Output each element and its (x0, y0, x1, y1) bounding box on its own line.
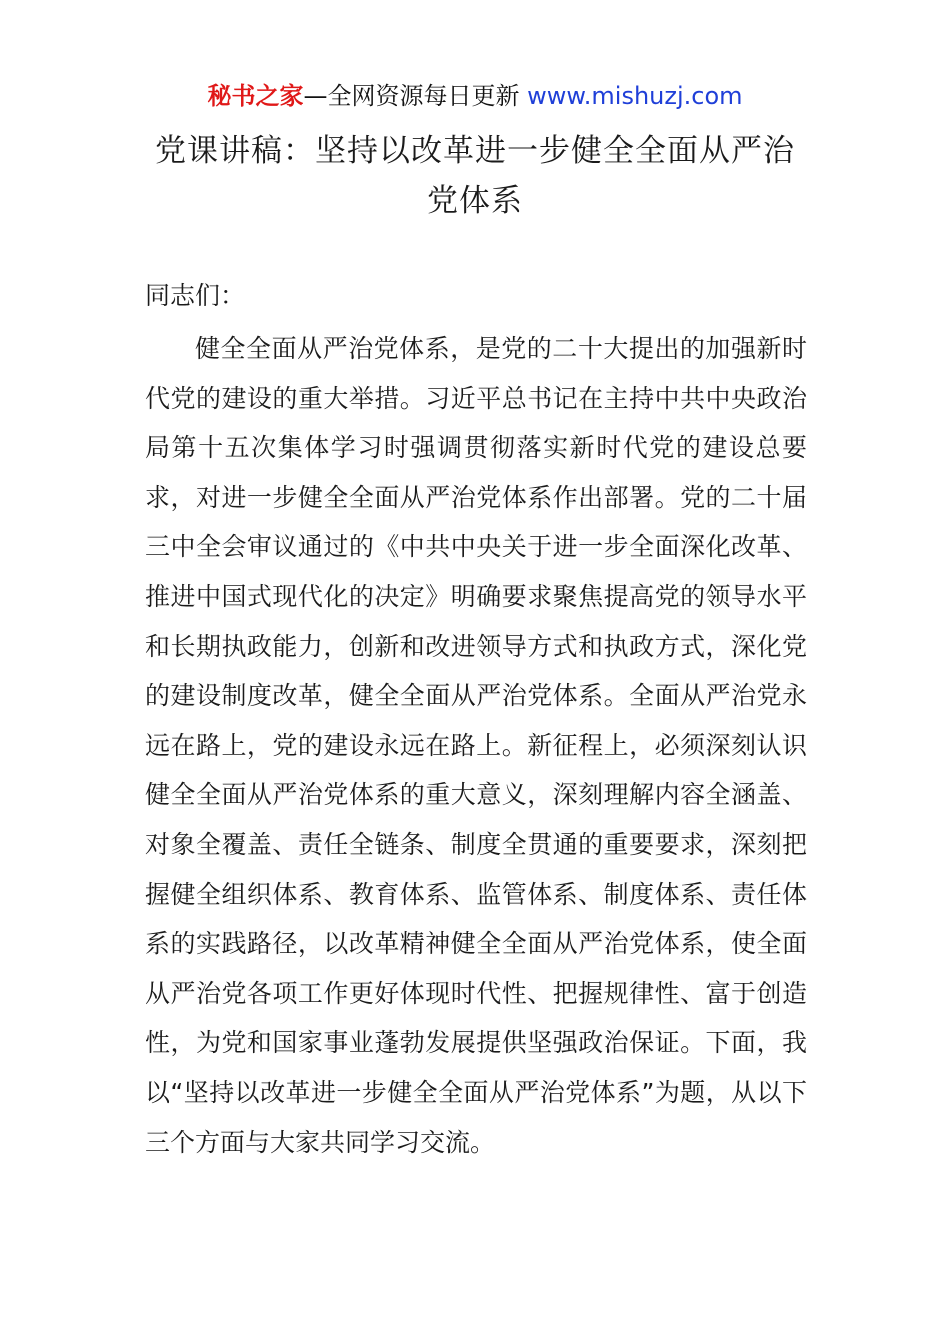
brand-name: 秘书之家 (207, 82, 304, 110)
document-title: 党课讲稿：坚持以改革进一步健全全面从严治党体系 (155, 133, 795, 219)
site-url-link[interactable]: www.mishuzj.com (527, 82, 743, 110)
header-tagline: —全网资源每日更新 (303, 82, 520, 110)
body-paragraph: 健全全面从严治党体系，是党的二十大提出的加强新时代党的建设的重大举措。习近平总书记在主持中共中央政治局第十五次集体学习时强调贯彻落实新时代党的建设总要求，对进一步健全全面从严治党体系作出部署。党的二十届三中全会审议通过的《中共中央关于进一步全面深化改革、推进中国式现代化的决定》明确要求聚焦提高党的领导水平和长期执政能力，创新和改进领导方式和执政方式，深化党的建设制度改革，健全全面从严治党体系。全面从严治党永远在路上，党的建设永远在路上。新征程上，必须深刻认识健全全面从严治党体系的重大意义，深刻理解内容全涵盖、对象全覆盖、责任全链条、制度全贯通的重要要求，深刻把握健全组织体系、教育体系、监管体系、制度体系、责任体系的实践路径，以改革精神健全全面从严治党体系，使全面从严治党各项工作更好体现时代性、把握规律性、富于创造性，为党和国家事业蓬勃发展提供坚强政治保证。下面，我以“坚持以改革进一步健全全面从严治党体系”为题，从以下三个方面与大家共同学习交流。 (145, 334, 807, 1157)
salutation: 同志们： (145, 281, 246, 310)
site-header (0, 78, 950, 114)
